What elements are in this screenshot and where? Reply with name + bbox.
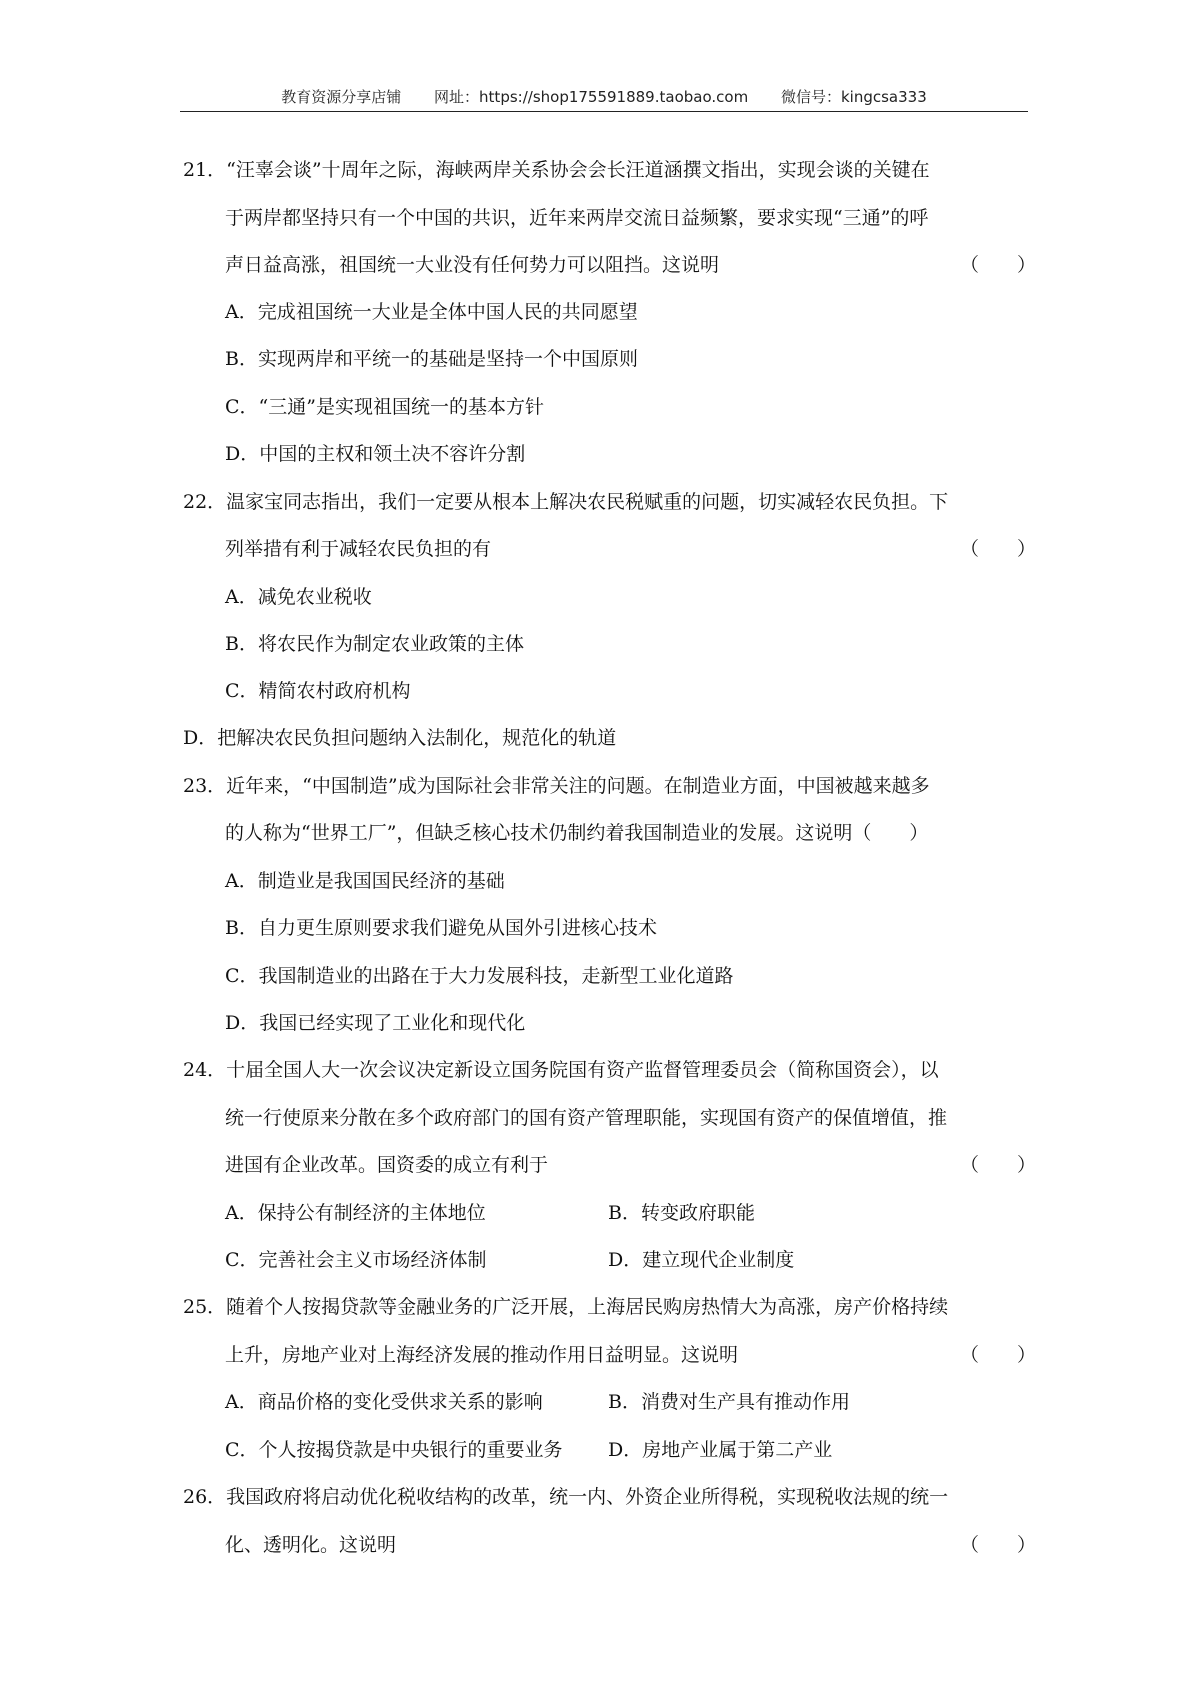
- q25-answer-blank: （ ）: [960, 1344, 1037, 1366]
- q22-option-b: B．将农民作为制定农业政策的主体: [225, 633, 524, 655]
- q25-stem-line-1: 25．随着个人按揭贷款等金融业务的广泛开展，上海居民购房热情大为高涨，房产价格持续: [183, 1296, 949, 1318]
- q24-stem-line-1: 24．十届全国人大一次会议决定新设立国务院国有资产监督管理委员会（简称国资会），以: [183, 1059, 939, 1081]
- page-header: [180, 86, 1028, 112]
- q21-option-a: A．完成祖国统一大业是全体中国人民的共同愿望: [225, 301, 638, 323]
- header-wechat: 微信号：kingcsa333: [780, 88, 927, 106]
- q22-answer-blank: （ ）: [960, 538, 1037, 560]
- header-shop: 教育资源分享店铺: [281, 88, 402, 106]
- q21-stem-line-3: 声日益高涨，祖国统一大业没有任何势力可以阻挡。这说明: [225, 254, 720, 276]
- q23-option-c: C．我国制造业的出路在于大力发展科技，走新型工业化道路: [225, 965, 734, 987]
- q22-option-c: C．精简农村政府机构: [225, 680, 411, 702]
- q26-answer-blank: （ ）: [960, 1534, 1037, 1556]
- q23-option-d: D．我国已经实现了工业化和现代化: [225, 1012, 526, 1034]
- q24-option-c: C．完善社会主义市场经济体制: [225, 1249, 487, 1271]
- q25-option-d: D．房地产业属于第二产业: [608, 1439, 833, 1461]
- q24-answer-blank: （ ）: [960, 1154, 1037, 1176]
- q24-option-d: D．建立现代企业制度: [608, 1249, 795, 1271]
- q25-option-c: C．个人按揭贷款是中央银行的重要业务: [225, 1439, 563, 1461]
- q22-option-d: D．把解决农民负担问题纳入法制化，规范化的轨道: [183, 727, 617, 749]
- q24-stem-line-2: 统一行使原来分散在多个政府部门的国有资产管理职能，实现国有资产的保值增值，推: [225, 1107, 948, 1129]
- q23-option-b: B．自力更生原则要求我们避免从国外引进核心技术: [225, 917, 657, 939]
- q24-stem-line-3: 进国有企业改革。国资委的成立有利于: [225, 1154, 549, 1176]
- q23-stem-line-2: 的人称为“世界工厂”，但缺乏核心技术仍制约着我国制造业的发展。这说明（ ）: [225, 822, 929, 844]
- q25-stem-line-2: 上升，房地产业对上海经济发展的推动作用日益明显。这说明: [225, 1344, 739, 1366]
- q22-stem-line-1: 22．温家宝同志指出，我们一定要从根本上解决农民税赋重的问题，切实减轻农民负担。下: [183, 491, 949, 513]
- q21-option-b: B．实现两岸和平统一的基础是坚持一个中国原则: [225, 348, 638, 370]
- q23-stem-line-1: 23．近年来，“中国制造”成为国际社会非常关注的问题。在制造业方面，中国被越来越多: [183, 775, 930, 797]
- q24-option-a: A．保持公有制经济的主体地位: [225, 1202, 486, 1224]
- q22-option-a: A．减免农业税收: [225, 586, 372, 608]
- q21-stem-line-2: 于两岸都坚持只有一个中国的共识，近年来两岸交流日益频繁，要求实现“三通”的呼: [225, 207, 929, 229]
- q21-option-c: C．“三通”是实现祖国统一的基本方针: [225, 396, 544, 418]
- q22-stem-line-2: 列举措有利于减轻农民负担的有: [225, 538, 492, 560]
- q21-stem-line-1: 21．“汪辜会谈”十周年之际，海峡两岸关系协会会长汪道涵撰文指出，实现会谈的关键在: [183, 159, 930, 181]
- q25-option-b: B．消费对生产具有推动作用: [608, 1391, 850, 1413]
- q23-option-a: A．制造业是我国国民经济的基础: [225, 870, 505, 892]
- q25-option-a: A．商品价格的变化受供求关系的影响: [225, 1391, 543, 1413]
- q26-stem-line-2: 化、透明化。这说明: [225, 1534, 397, 1556]
- q26-stem-line-1: 26．我国政府将启动优化税收结构的改革，统一内、外资企业所得税，实现税收法规的统一: [183, 1486, 949, 1508]
- q21-answer-blank: （ ）: [960, 254, 1037, 276]
- header-rule: [180, 111, 1028, 112]
- q21-option-d: D．中国的主权和领土决不容许分割: [225, 443, 526, 465]
- q24-option-b: B．转变政府职能: [608, 1202, 755, 1224]
- header-url: 网址：https://shop175591889.taobao.com: [434, 88, 749, 106]
